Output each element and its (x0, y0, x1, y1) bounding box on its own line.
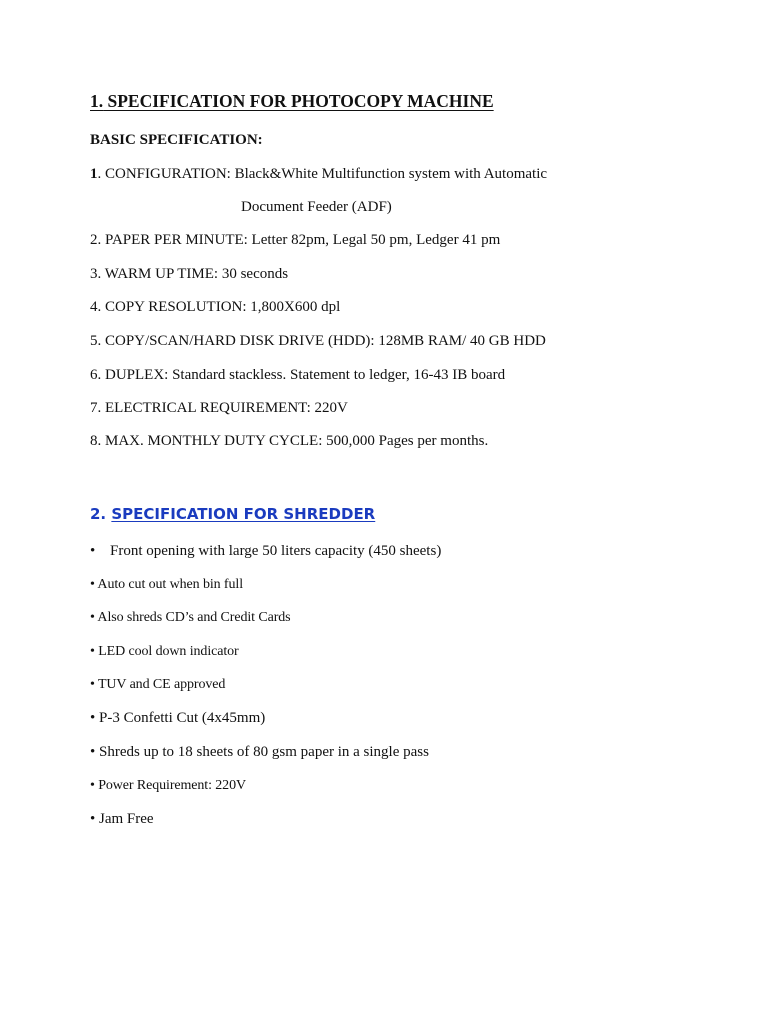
basic-specification-label: BASIC SPECIFICATION: (90, 132, 263, 148)
spec-item-duplex: 6. DUPLEX: Standard stackless. Statement to ledger, 16-43 IB board (90, 367, 506, 383)
list-item: • Jam Free (90, 811, 154, 827)
spec-item-configuration: 1. CONFIGURATION: Black&White Multifunction system with Automatic (90, 166, 548, 182)
spec-item-configuration-cont: Document Feeder (ADF) (241, 199, 392, 215)
section-1-title: SPECIFICATION FOR PHOTOCOPY MACHINE (103, 91, 494, 111)
list-item: • P-3 Confetti Cut (4x45mm) (90, 710, 266, 726)
section-2-title: SPECIFICATION FOR SHREDDER (111, 505, 376, 523)
section-2-heading (90, 505, 375, 523)
spec-item-duty-cycle: 8. MAX. MONTHLY DUTY CYCLE: 500,000 Pages per months. (90, 433, 489, 449)
list-item: • Power Requirement: 220V (90, 778, 246, 793)
spec-item-copy-scan-hdd: 5. COPY/SCAN/HARD DISK DRIVE (HDD): 128MB RAM/ 40 GB HDD (90, 333, 546, 349)
list-item: • Also shreds CD’s and Credit Cards (90, 610, 291, 625)
spec-item-electrical: 7. ELECTRICAL REQUIREMENT: 220V (90, 400, 348, 416)
bullet-icon: • (90, 543, 96, 559)
list-item: • LED cool down indicator (90, 644, 239, 659)
list-item: • Front opening with large 50 liters capacity (450 sheets) (90, 543, 442, 559)
section-2-number: 2. (90, 505, 112, 523)
list-item: • Shreds up to 18 sheets of 80 gsm paper in a single pass (90, 744, 429, 760)
list-item: • TUV and CE approved (90, 677, 226, 692)
section-1-heading (90, 92, 494, 110)
spec-item-copy-resolution: 4. COPY RESOLUTION: 1,800X600 dpl (90, 299, 341, 315)
list-item: • Auto cut out when bin full (90, 577, 243, 592)
spec-item-warm-up-time: 3. WARM UP TIME: 30 seconds (90, 266, 289, 282)
section-1-number: 1. (90, 91, 104, 111)
spec-item-paper-per-minute: 2. PAPER PER MINUTE: Letter 82pm, Legal 50 pm, Ledger 41 pm (90, 232, 501, 248)
